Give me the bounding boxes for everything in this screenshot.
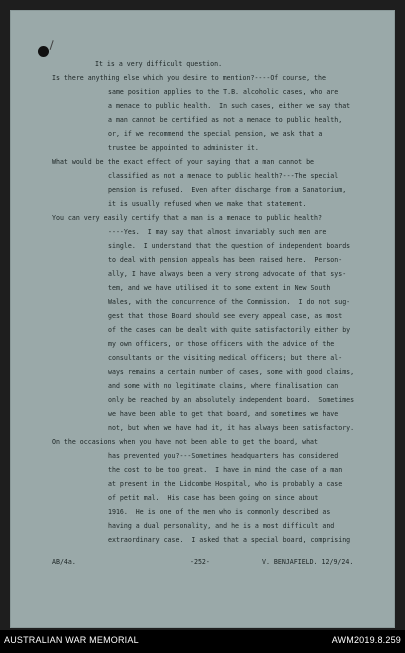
- text-line: tem, and we have utilised it to some extent in New South: [108, 284, 331, 292]
- footer-witness-date: V. BENJAFIELD. 12/9/24.: [262, 558, 354, 566]
- text-line: It is a very difficult question.: [95, 60, 223, 68]
- text-line: trustee be appointed to administer it.: [108, 144, 259, 152]
- text-line: the cost to be too great. I have in mind the case of a man: [108, 466, 343, 474]
- text-line: having a dual personality, and he is a most difficult and: [108, 522, 335, 530]
- typed-text: [10, 10, 395, 628]
- text-line: Wales, with the concurrence of the Commission. I do not sug-: [108, 298, 351, 306]
- text-line: a menace to public health. In such cases, either we say that: [108, 102, 351, 110]
- text-line: 1916. He is one of the men who is commonly described as: [108, 508, 331, 516]
- text-line: What would be the exact effect of your saying that a man cannot be: [52, 158, 315, 166]
- text-line: not, but when we have had it, it has always been satisfactory.: [108, 424, 355, 432]
- text-line: pension is refused. Even after discharge from a Sanatorium,: [108, 186, 347, 194]
- text-line: a man cannot be certified as not a menace to public health,: [108, 116, 343, 124]
- text-line: ----Yes. I may say that almost invariably such men are: [108, 228, 327, 236]
- text-line: or, if we recommend the special pension, we ask that a: [108, 130, 323, 138]
- accession-number: AWM2019.8.259: [331, 635, 401, 645]
- text-line: ways remains a certain number of cases, some with good claims,: [108, 368, 355, 376]
- text-line: has prevented you?---Sometimes headquarters has considered: [108, 452, 339, 460]
- text-line: it is usually refused when we make that statement.: [108, 200, 307, 208]
- text-line: at present in the Lidcombe Hospital, who is probably a case: [108, 480, 343, 488]
- text-line: only be reached by an absolutely independent board. Sometimes: [108, 396, 355, 404]
- page-number: -252-: [190, 558, 210, 566]
- text-line: single. I understand that the question of independent boards: [108, 242, 351, 250]
- text-line: to deal with pension appeals has been raised here. Person-: [108, 256, 343, 264]
- document-page: [10, 10, 395, 628]
- footer-reference: AB/4a.: [52, 558, 76, 566]
- text-line: classified as not a menace to public health?---The special: [108, 172, 339, 180]
- text-line: of the cases can be dealt with quite satisfactorily either by: [108, 326, 351, 334]
- text-line: of petit mal. His case has been going on since about: [108, 494, 319, 502]
- text-line: On the occasions when you have not been able to get the board, what: [52, 438, 318, 446]
- text-line: we have been able to get that board, and sometimes we have: [108, 410, 339, 418]
- text-line: and some with no legitimate claims, where finalisation can: [108, 382, 339, 390]
- attribution-bar: [0, 630, 405, 653]
- text-line: same position applies to the T.B. alcoholic cases, who are: [108, 88, 339, 96]
- text-line: extraordinary case. I asked that a special board, comprising: [108, 536, 351, 544]
- text-line: my own officers, or those officers with the advice of the: [108, 340, 335, 348]
- text-line: consultants or the visiting medical officers; but there al-: [108, 354, 343, 362]
- text-line: gest that those Board should see every appeal case, as most: [108, 312, 343, 320]
- text-line: Is there anything else which you desire to mention?----Of course, the: [52, 74, 326, 82]
- institution-name: AUSTRALIAN WAR MEMORIAL: [4, 635, 139, 645]
- text-line: ally, I have always been a very strong advocate of that sys-: [108, 270, 347, 278]
- text-line: You can very easily certify that a man is a menace to public health?: [52, 214, 322, 222]
